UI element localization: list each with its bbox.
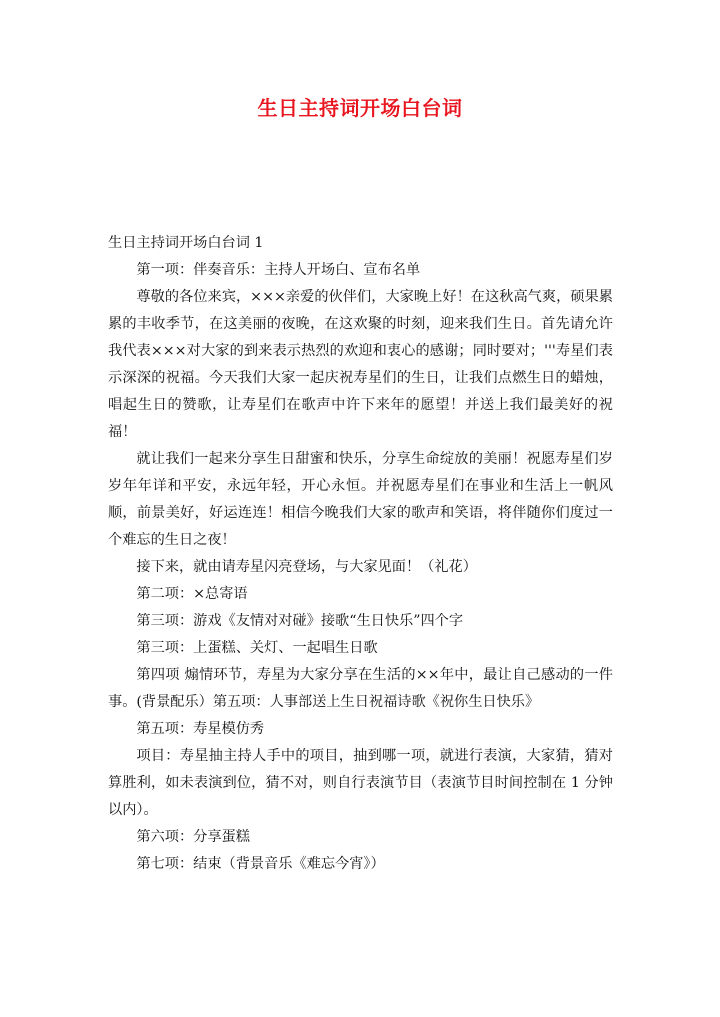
paragraph-item-5-detail: 项目：寿星抽主持人手中的项目，抽到哪一项，就进行表演，大家猜，猜对算胜利，如未表演到位，猜不对，则自行表演节目（表演节目时间控制在 1 分钟以内）。	[108, 748, 613, 818]
paragraph-item-7: 第七项：结束（背景音乐《难忘今宵》）	[136, 856, 385, 872]
paragraph-item-5: 第五项：寿星模仿秀	[136, 721, 265, 737]
paragraph-item-1: 第一项：伴奏音乐：主持人开场白、宣布名单	[136, 262, 421, 278]
paragraph-item-2: 第二项：×总寄语	[136, 586, 248, 602]
paragraph-blessing: 就让我们一起来分享生日甜蜜和快乐，分享生命绽放的美丽！祝愿寿星们岁岁年年详和平安，永远年轻，开心永恒。并祝愿寿星们在事业和生活上一帆风顺，前景美好，好运连连！相信今晚我们大家的歌声和笑语，将伴随你们度过一个难忘的生日之夜！	[108, 451, 613, 548]
paragraph-introduction: 接下来，就由请寿星闪亮登场，与大家见面！（礼花）	[136, 559, 477, 575]
paragraph-opening-speech: 尊敬的各位来宾，×××亲爱的伙伴们，大家晚上好！在这秋高气爽，硕果累累的丰收季节，在这美丽的夜晚，在这欢聚的时刻，迎来我们生日。首先请允许我代表×××对大家的到来表示热烈的欢迎和衷心的感谢；同时要对；'''寿星们表示深深的祝福。今天我们大家一起庆祝寿星们的生日，让我们点燃生日的蜡烛，唱起生日的赞歌，让寿星们在歌声中许下来年的愿望！并送上我们最美好的祝福！	[108, 289, 613, 440]
section-heading: 生日主持词开场白台词 1	[108, 235, 264, 251]
paragraph-item-3-cake: 第三项：上蛋糕、关灯、一起唱生日歌	[136, 640, 378, 656]
paragraph-item-3-game: 第三项：游戏《友情对对碰》接歌“生日快乐”四个字	[136, 613, 464, 629]
document-title: 生日主持词开场白台词	[257, 96, 463, 120]
paragraph-item-4: 第四项 煽情环节，寿星为大家分享在生活的××年中，最让自己感动的一件事。(背景配乐）第五项：人事部送上生日祝福诗歌《祝你生日快乐》	[108, 667, 613, 710]
paragraph-item-6: 第六项：分享蛋糕	[136, 829, 250, 845]
document-body	[108, 230, 613, 878]
